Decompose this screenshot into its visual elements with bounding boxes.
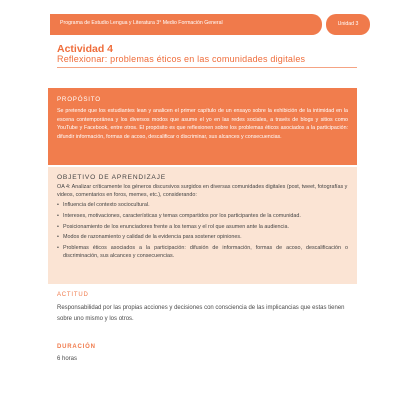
unit-label: Unidad 3: [337, 21, 359, 27]
objective-list: [57, 201, 348, 260]
objective-item: • Intereses, motivaciones, características y temas compartidos por los participantes de la comunidad.: [57, 213, 301, 219]
bullet-icon: •: [57, 213, 59, 219]
duration-text: 6 horas: [57, 356, 78, 362]
objective-intro: OA 4: Analizar críticamente los géneros discursivos surgidos en diversas comunidades digitales (post, tweet, fotografías y videos, comentarios en foros, memes, etc.), considerando:: [57, 184, 348, 199]
purpose-text: Se pretende que los estudiantes lean y analicen el primer capítulo de un ensayo sobre la exhibición de la intimidad en la escena contemporánea y los diversos modos que asume el yo en las redes sociales, a través de blogs y sitios como YouTube y Facebook, entre otros. El propósito es que reflexionen sobre los problemas éticos asociados a la participación: difundir información, formas de acoso, descalificar o discriminar, sus alcances y consecuencias.: [57, 108, 348, 140]
activity-title: Actividad 4: [57, 43, 114, 55]
attitude-heading: ACTITUD: [57, 292, 89, 298]
program-title: Programa de Estudio Lengua y Literatura 3° Medio Formación General: [60, 20, 223, 26]
attitude-text: Responsabilidad por las propias acciones y decisiones con consciencia de las implicancias que estas tienen sobre uno mismo y los otros.: [57, 305, 345, 322]
objective-section: [48, 167, 357, 284]
program-banner: [50, 14, 322, 35]
objective-item: • Posicionamiento de los enunciadores frente a los temas y el rol que asumen ante la audiencia.: [57, 223, 289, 230]
activity-subtitle: Reflexionar: problemas éticos en las comunidades digitales: [57, 54, 306, 64]
purpose-section: [48, 88, 357, 165]
objective-heading: OBJETIVO DE APRENDIZAJE: [57, 174, 166, 181]
objective-item: • Problemas éticos asociados a la participación: difusión de información, formas de acoso, descalificación o discriminación, sus alcances y consecuencias.: [57, 244, 348, 259]
header-bar: [50, 14, 370, 35]
objective-item: • Modos de razonamiento y calidad de la evidencia para sostener opiniones.: [57, 234, 242, 241]
unit-badge: [326, 14, 370, 35]
bullet-icon: •: [57, 202, 59, 209]
objective-item: • Influencia del contexto sociocultural.: [57, 202, 150, 209]
bullet-icon: •: [57, 223, 59, 230]
purpose-heading: PROPÓSITO: [57, 96, 101, 103]
bullet-icon: •: [57, 234, 59, 241]
bullet-icon: •: [57, 244, 59, 251]
title-divider: [57, 67, 357, 68]
duration-heading: DURACIÓN: [57, 344, 96, 350]
